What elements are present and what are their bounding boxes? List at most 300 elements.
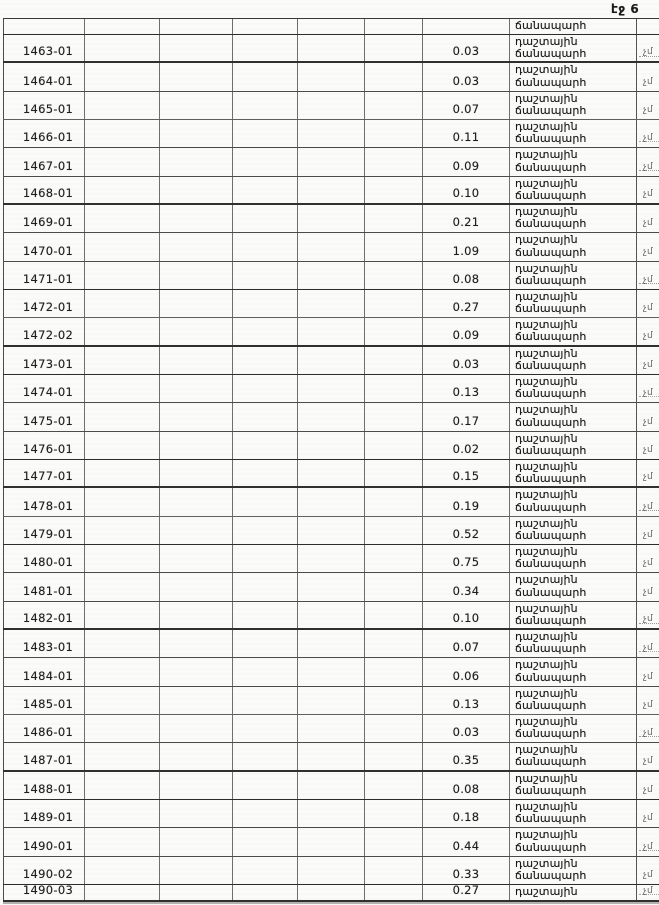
- parcel-id: 1470-01: [22, 243, 74, 258]
- parcel-id: 1488-01: [22, 781, 74, 796]
- empty-cell: [365, 517, 423, 544]
- area-value: 0.10: [452, 185, 480, 200]
- empty-cell: [298, 885, 365, 900]
- parcel-id: 1487-01: [22, 752, 74, 767]
- empty-cell: [233, 687, 298, 714]
- table-row: [3, 573, 659, 601]
- parcel-id-cell: [3, 432, 85, 459]
- margin-note: չմ: [643, 218, 654, 229]
- table-row: [3, 828, 659, 856]
- parcel-id-cell: [3, 857, 85, 884]
- margin-note: չմ: [643, 76, 654, 87]
- empty-cell: [365, 460, 423, 486]
- table-row: [3, 233, 659, 261]
- land-use-cell: [510, 630, 637, 657]
- area-value-cell: [423, 573, 510, 600]
- empty-cell: [365, 233, 423, 260]
- land-use-cell: [510, 885, 637, 900]
- empty-cell: [298, 35, 365, 61]
- table-row: [3, 460, 659, 488]
- land-use-cell: [510, 375, 637, 402]
- empty-cell: [160, 92, 233, 119]
- empty-cell: [365, 545, 423, 572]
- area-value-cell: [423, 148, 510, 175]
- land-use-line2: ճանապարհ: [515, 528, 587, 542]
- margin-note: չմ: [643, 558, 654, 569]
- land-use-cell: [510, 262, 637, 289]
- empty-cell: [233, 460, 298, 486]
- margin-note: չմ: [643, 303, 654, 314]
- area-value: 0.06: [452, 668, 480, 683]
- land-use-line2: ճանապարհ: [515, 275, 634, 287]
- table-row: [3, 63, 659, 91]
- area-value: 0.03: [452, 356, 480, 371]
- area-value-cell: [423, 290, 510, 317]
- margin-note: չմ: [643, 586, 654, 597]
- empty-cell: [365, 715, 423, 742]
- area-value: 0.17: [452, 413, 480, 428]
- land-use-line2: ճանապարհ: [515, 783, 587, 797]
- empty-cell: [365, 403, 423, 430]
- table-row: [3, 743, 659, 771]
- empty-cell: [160, 432, 233, 459]
- parcel-id: 1484-01: [22, 668, 74, 683]
- empty-cell: [160, 120, 233, 147]
- area-value-cell: [423, 488, 510, 515]
- parcel-id-cell: [3, 545, 85, 572]
- parcel-id-cell: [3, 403, 85, 430]
- empty-cell: [233, 488, 298, 515]
- empty-cell: [298, 375, 365, 402]
- empty-cell: [365, 743, 423, 769]
- parcel-id: 1481-01: [22, 583, 74, 598]
- land-register-table: [3, 18, 659, 902]
- empty-cell: [160, 488, 233, 515]
- empty-cell: [298, 262, 365, 289]
- land-use-line1: դաշտային: [515, 544, 578, 558]
- land-use-cell: [510, 602, 637, 628]
- empty-cell: [233, 148, 298, 175]
- empty-cell: [298, 488, 365, 515]
- empty-cell: [298, 687, 365, 714]
- parcel-id-cell: [3, 687, 85, 714]
- parcel-id-cell: [3, 262, 85, 289]
- table-row: [3, 602, 659, 630]
- area-value: 0.27: [452, 300, 480, 315]
- parcel-id: 1479-01: [22, 526, 74, 541]
- parcel-id: 1490-01: [22, 838, 74, 853]
- table-row: [3, 545, 659, 573]
- land-use-line1: դաշտային: [515, 771, 578, 785]
- land-use-line1: դաշտային: [515, 516, 578, 530]
- land-use-cell: [510, 488, 637, 515]
- table-row: [3, 857, 659, 885]
- empty-cell: [233, 857, 298, 884]
- land-use-line2: ճանապարհ: [515, 358, 587, 372]
- parcel-id: 1472-01: [22, 300, 74, 315]
- area-value: 0.08: [452, 271, 480, 286]
- empty-cell: [85, 63, 160, 90]
- empty-cell: [160, 35, 233, 61]
- parcel-id-cell: [3, 120, 85, 147]
- land-use-line2: ճանապարհ: [515, 133, 634, 145]
- empty-cell: [160, 347, 233, 374]
- page-number: էջ 6: [611, 2, 640, 16]
- land-use-line1: դաշտային: [515, 91, 578, 105]
- area-value: 0.13: [452, 696, 480, 711]
- empty-cell: [298, 205, 365, 232]
- land-use-line2: ճանապարհ: [515, 19, 587, 32]
- empty-cell: [160, 517, 233, 544]
- empty-cell: [365, 347, 423, 374]
- empty-cell: [160, 63, 233, 90]
- empty-cell: [298, 290, 365, 317]
- land-use-line2: ճանապարհ: [515, 643, 634, 655]
- land-use-cell: [510, 658, 637, 685]
- table-row: [3, 517, 659, 545]
- area-value-cell: [423, 857, 510, 884]
- parcel-id-cell: [3, 290, 85, 317]
- parcel-id-cell: [3, 63, 85, 90]
- margin-note: չմ: [643, 671, 654, 682]
- land-use-cell: [510, 828, 637, 855]
- parcel-id: 1486-01: [22, 725, 74, 740]
- land-use-line2: ճանապարհ: [515, 103, 587, 117]
- margin-note: չմ: [643, 47, 654, 58]
- empty-cell: [365, 800, 423, 827]
- empty-cell: [85, 517, 160, 544]
- land-use-line2: ճանապարհ: [515, 48, 634, 60]
- area-value-cell: [423, 19, 510, 34]
- empty-cell: [85, 92, 160, 119]
- land-use-cell: [510, 857, 637, 884]
- empty-cell: [298, 177, 365, 203]
- area-value: 0.10: [452, 610, 480, 625]
- parcel-id-cell: [3, 772, 85, 799]
- empty-cell: [160, 460, 233, 486]
- area-value-cell: [423, 177, 510, 203]
- empty-cell: [85, 772, 160, 799]
- margin-note: չմ: [643, 813, 654, 824]
- land-use-line1: դաշտային: [515, 799, 578, 813]
- empty-cell: [233, 828, 298, 855]
- parcel-id: 1475-01: [22, 413, 74, 428]
- land-use-line2: ճանապարհ: [515, 443, 587, 457]
- land-use-cell: [510, 177, 637, 203]
- empty-cell: [160, 885, 233, 900]
- empty-cell: [85, 488, 160, 515]
- area-value-cell: [423, 460, 510, 486]
- empty-cell: [365, 63, 423, 90]
- land-use-cell: [510, 403, 637, 430]
- empty-cell: [365, 573, 423, 600]
- land-use-cell: [510, 63, 637, 90]
- table-row: [3, 205, 659, 233]
- margin-note: չմ: [643, 841, 654, 852]
- land-use-line2: ճանապարհ: [515, 670, 587, 684]
- empty-cell: [85, 347, 160, 374]
- empty-cell: [160, 630, 233, 657]
- parcel-id: 1472-02: [22, 327, 74, 342]
- margin-note: չմ: [643, 784, 654, 795]
- area-value: 0.09: [452, 158, 480, 173]
- land-use-line2: ճանապարհ: [515, 585, 587, 599]
- empty-cell: [365, 772, 423, 799]
- land-use-cell: [510, 19, 637, 34]
- area-value-cell: [423, 602, 510, 628]
- margin-note: չմ: [643, 869, 654, 880]
- table-row: [3, 148, 659, 176]
- land-use-cell: [510, 205, 637, 232]
- area-value-cell: [423, 658, 510, 685]
- land-use-cell: [510, 432, 637, 459]
- area-value: 0.08: [452, 781, 480, 796]
- empty-cell: [365, 35, 423, 61]
- land-use-line1: դաշտային: [515, 403, 578, 417]
- empty-cell: [233, 573, 298, 600]
- parcel-id-cell: [3, 19, 85, 34]
- land-use-cell: [510, 233, 637, 260]
- margin-note: չմ: [643, 246, 654, 257]
- area-value: 0.18: [452, 810, 480, 825]
- empty-cell: [85, 290, 160, 317]
- parcel-id-cell: [3, 148, 85, 175]
- area-value-cell: [423, 743, 510, 769]
- empty-cell: [85, 573, 160, 600]
- empty-cell: [160, 403, 233, 430]
- empty-cell: [160, 800, 233, 827]
- margin-note: չմ: [643, 699, 654, 710]
- empty-cell: [160, 233, 233, 260]
- land-use-line2: ճանապարհ: [515, 557, 587, 571]
- empty-cell: [85, 800, 160, 827]
- empty-cell: [233, 545, 298, 572]
- empty-cell: [365, 602, 423, 628]
- land-use-cell: [510, 290, 637, 317]
- empty-cell: [85, 432, 160, 459]
- land-use-line2: ճանապարհ: [515, 615, 634, 627]
- parcel-id: 1465-01: [22, 101, 74, 116]
- table-row: [3, 262, 659, 290]
- empty-cell: [85, 318, 160, 344]
- land-use-line2: ճանապարհ: [515, 698, 587, 712]
- parcel-id-cell: [3, 602, 85, 628]
- land-use-line2: ճանապարհ: [515, 188, 587, 202]
- empty-cell: [85, 177, 160, 203]
- empty-cell: [365, 290, 423, 317]
- empty-cell: [233, 233, 298, 260]
- land-use-cell: [510, 715, 637, 742]
- empty-cell: [365, 687, 423, 714]
- land-use-line1: դաշտային: [515, 629, 578, 643]
- empty-cell: [233, 19, 298, 34]
- empty-cell: [365, 857, 423, 884]
- margin-note: չմ: [643, 388, 654, 399]
- parcel-id-cell: [3, 460, 85, 486]
- land-use-line2: ճանապարհ: [515, 502, 634, 514]
- empty-cell: [365, 92, 423, 119]
- empty-cell: [160, 318, 233, 344]
- land-use-line2: ճանապարհ: [515, 75, 587, 89]
- empty-cell: [85, 828, 160, 855]
- area-value-cell: [423, 882, 510, 900]
- area-value-cell: [423, 432, 510, 459]
- empty-cell: [160, 658, 233, 685]
- parcel-id-cell: [3, 233, 85, 260]
- area-value: 0.03: [452, 73, 480, 88]
- empty-cell: [233, 205, 298, 232]
- land-use-line1: դաշտային: [515, 601, 578, 615]
- land-use-line2: ճանապարհ: [515, 755, 587, 769]
- empty-cell: [298, 630, 365, 657]
- land-use-line2: ճանապարհ: [515, 162, 634, 174]
- land-use-line1: դաշտային: [515, 573, 578, 587]
- land-use-line1: դաշտային: [515, 63, 578, 77]
- empty-cell: [160, 687, 233, 714]
- area-value: 1.09: [452, 243, 480, 258]
- table-row: [3, 715, 659, 743]
- land-use-cell: [510, 687, 637, 714]
- empty-cell: [160, 375, 233, 402]
- parcel-id-cell: [3, 882, 85, 900]
- empty-cell: [298, 92, 365, 119]
- land-use-line1: դաշտային: [515, 686, 578, 700]
- land-use-line1: դաշտային: [515, 176, 578, 190]
- parcel-id-cell: [3, 205, 85, 232]
- empty-cell: [160, 545, 233, 572]
- table-row: [3, 403, 659, 431]
- empty-cell: [298, 460, 365, 486]
- table-row: [3, 432, 659, 460]
- empty-cell: [298, 233, 365, 260]
- land-use-line2: դաշտային: [515, 886, 634, 898]
- empty-cell: [85, 262, 160, 289]
- empty-cell: [365, 262, 423, 289]
- empty-cell: [233, 403, 298, 430]
- empty-cell: [85, 602, 160, 628]
- land-use-line1: դաշտային: [515, 346, 578, 360]
- area-value-cell: [423, 318, 510, 344]
- land-use-line1: դաշտային: [515, 289, 578, 303]
- area-value: 0.03: [452, 725, 480, 740]
- margin-note: չմ: [643, 104, 654, 115]
- land-use-line1: դաշտային: [515, 374, 578, 388]
- empty-cell: [298, 602, 365, 628]
- empty-cell: [233, 35, 298, 61]
- land-use-cell: [510, 318, 637, 344]
- area-value: 0.21: [452, 215, 480, 230]
- area-value-cell: [423, 687, 510, 714]
- margin-note: չմ: [643, 755, 654, 766]
- parcel-id-cell: [3, 347, 85, 374]
- area-value: 0.13: [452, 385, 480, 400]
- area-value: 0.07: [452, 101, 480, 116]
- area-value-cell: [423, 233, 510, 260]
- parcel-id: 1490-02: [22, 866, 74, 881]
- land-use-cell: [510, 120, 637, 147]
- area-value-cell: [423, 205, 510, 232]
- empty-cell: [365, 120, 423, 147]
- parcel-id-cell: [3, 375, 85, 402]
- land-use-cell: [510, 517, 637, 544]
- empty-cell: [298, 148, 365, 175]
- margin-note: չմ: [643, 885, 654, 896]
- area-value-cell: [423, 375, 510, 402]
- parcel-id: 1464-01: [22, 73, 74, 88]
- parcel-id: 1482-01: [22, 610, 74, 625]
- empty-cell: [298, 800, 365, 827]
- empty-cell: [85, 630, 160, 657]
- empty-cell: [233, 602, 298, 628]
- table-row: [3, 120, 659, 148]
- area-value: 0.02: [452, 441, 480, 456]
- empty-cell: [233, 347, 298, 374]
- land-use-line1: դաշտային: [515, 714, 578, 728]
- empty-cell: [365, 177, 423, 203]
- land-use-line1: դաշտային: [515, 459, 578, 473]
- parcel-id-cell: [3, 573, 85, 600]
- land-use-line1: դաշտային: [515, 743, 578, 757]
- margin-note: չմ: [643, 501, 654, 512]
- land-use-cell: [510, 347, 637, 374]
- parcel-id-cell: [3, 828, 85, 855]
- empty-cell: [365, 658, 423, 685]
- empty-cell: [365, 630, 423, 657]
- empty-cell: [160, 857, 233, 884]
- land-use-line2: ճանապարհ: [515, 471, 587, 485]
- area-value-cell: [423, 403, 510, 430]
- empty-cell: [298, 347, 365, 374]
- table-rows: [3, 19, 659, 902]
- area-value: 0.34: [452, 583, 480, 598]
- empty-cell: [298, 573, 365, 600]
- empty-cell: [365, 828, 423, 855]
- area-value: 0.35: [452, 752, 480, 767]
- area-value-cell: [423, 828, 510, 855]
- empty-cell: [160, 573, 233, 600]
- land-use-line2: ճանապարհ: [515, 868, 587, 882]
- empty-cell: [160, 19, 233, 34]
- margin-note: [637, 30, 659, 34]
- land-use-line1: դաշտային: [515, 261, 578, 275]
- land-use-cell: [510, 545, 637, 572]
- margin-note: չմ: [643, 161, 654, 172]
- parcel-id: 1474-01: [22, 385, 74, 400]
- parcel-id-cell: [3, 92, 85, 119]
- margin-note: չմ: [643, 728, 654, 739]
- table-row: [3, 318, 659, 346]
- area-value: 0.19: [452, 498, 480, 513]
- table-row: [3, 290, 659, 318]
- empty-cell: [365, 19, 423, 34]
- area-value: 0.09: [452, 327, 480, 342]
- land-use-line2: ճանապարհ: [515, 415, 587, 429]
- empty-cell: [85, 233, 160, 260]
- empty-cell: [233, 318, 298, 344]
- land-use-line1: դաշտային: [515, 658, 578, 672]
- empty-cell: [160, 205, 233, 232]
- margin-note: չմ: [643, 359, 654, 370]
- empty-cell: [233, 800, 298, 827]
- area-value: 0.07: [452, 640, 480, 655]
- parcel-id: 1489-01: [22, 810, 74, 825]
- land-use-cell: [510, 148, 637, 175]
- empty-cell: [85, 205, 160, 232]
- area-value: 0.33: [452, 866, 480, 881]
- parcel-id: 1473-01: [22, 356, 74, 371]
- area-value-cell: [423, 120, 510, 147]
- land-use-line1: դաշտային: [515, 204, 578, 218]
